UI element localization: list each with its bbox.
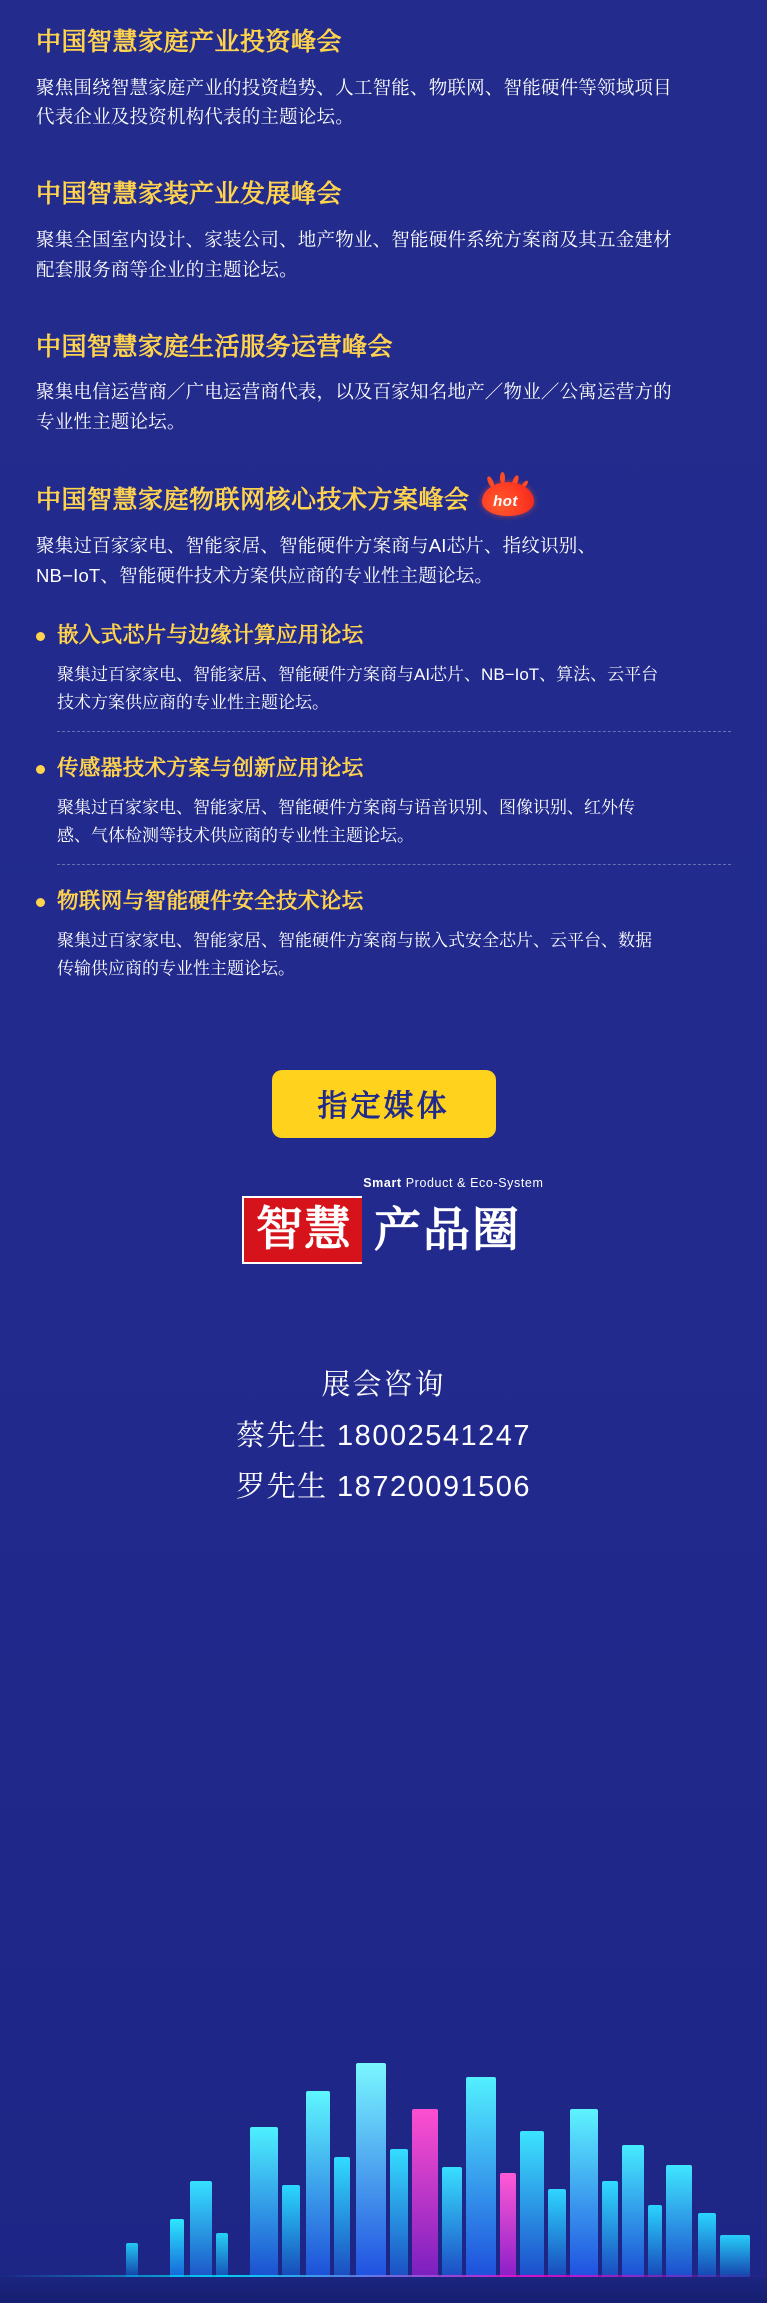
designated-media-pill: 指定媒体	[272, 1070, 496, 1138]
forum-divider	[57, 731, 731, 732]
contact-line-2: 罗先生 18720091506	[236, 1470, 531, 1503]
forum-item	[36, 887, 731, 998]
summit-title	[36, 331, 731, 364]
media-logo	[224, 1176, 544, 1264]
summit-title-text: 中国智慧家庭物联网核心技术方案峰会	[36, 486, 470, 515]
logo-english-tagline	[363, 1176, 543, 1190]
contact-section	[36, 1360, 731, 1512]
forum-divider	[57, 864, 731, 865]
forum-header	[36, 754, 731, 783]
summit-title	[36, 26, 731, 59]
summit-title-text: 中国智慧家庭产业投资峰会	[36, 28, 343, 56]
media-section	[36, 1070, 731, 1264]
summit-block	[36, 26, 731, 132]
summit-title	[36, 483, 731, 517]
skyline-ground	[0, 2277, 767, 2303]
forum-description: 聚集过百家家电、智能家居、智能硬件方案商与AI芯片、NB−IoT、算法、云平台技术方案供应商的专业性主题论坛。	[57, 665, 659, 712]
summit-description: 聚焦围绕智慧家庭产业的投资趋势、人工智能、物联网、智能硬件等领域项目代表企业及投资机构代表的主题论坛。	[36, 76, 672, 128]
bullet-dot-icon	[36, 898, 45, 907]
bullet-dot-icon	[36, 632, 45, 641]
forum-header	[36, 621, 731, 650]
media-logo-inner	[224, 1176, 544, 1264]
bullet-dot-icon	[36, 765, 45, 774]
contact-title: 展会咨询	[321, 1369, 446, 1402]
logo-english-rest: Product & Eco-System	[405, 1176, 544, 1191]
logo-english-prefix: Smart	[363, 1176, 402, 1191]
skyline-glow-line	[0, 2275, 767, 2277]
summit-description: 聚集全国室内设计、家装公司、地产物业、智能硬件系统方案商及其五金建材配套服务商等企业的主题论坛。	[36, 228, 672, 280]
forum-item	[36, 754, 731, 881]
summit-title-text: 中国智慧家庭生活服务运营峰会	[36, 332, 394, 361]
logo-white-text: 产品圈	[374, 1203, 521, 1257]
summit-block	[36, 331, 731, 437]
hot-badge-label: hot	[493, 493, 518, 511]
summit-title	[36, 178, 731, 211]
forum-title: 物联网与智能硬件安全技术论坛	[57, 889, 364, 914]
forum-title: 传感器技术方案与创新应用论坛	[57, 756, 364, 781]
forum-header	[36, 887, 731, 916]
hot-flame-icon	[480, 483, 536, 517]
logo-white-block	[362, 1196, 525, 1264]
summit-block	[36, 178, 731, 284]
summit-block	[36, 483, 731, 591]
contact-line-1: 蔡先生 18002541247	[236, 1420, 531, 1453]
forum-description: 聚集过百家家电、智能家居、智能硬件方案商与语音识别、图像识别、红外传感、气体检测等技术供应商的专业性主题论坛。	[57, 798, 635, 845]
forum-item	[36, 621, 731, 748]
logo-red-block	[242, 1196, 362, 1264]
summit-description: 聚集过百家家电、智能家居、智能硬件方案商与AI芯片、指纹识别、NB−IoT、智能硬件技术方案供应商的专业性主题论坛。	[36, 535, 597, 587]
forum-description: 聚集过百家家电、智能家居、智能硬件方案商与嵌入式安全芯片、云平台、数据传输供应商的专业性主题论坛。	[57, 931, 652, 978]
summit-description: 聚集电信运营商／广电运营商代表，以及百家知名地产／物业／公寓运营方的专业性主题论坛。	[36, 381, 672, 433]
summit-title-text: 中国智慧家装产业发展峰会	[36, 180, 343, 209]
forum-title: 嵌入式芯片与边缘计算应用论坛	[57, 623, 364, 648]
city-skyline-decoration	[0, 1973, 767, 2303]
logo-red-text: 智慧	[256, 1202, 352, 1258]
